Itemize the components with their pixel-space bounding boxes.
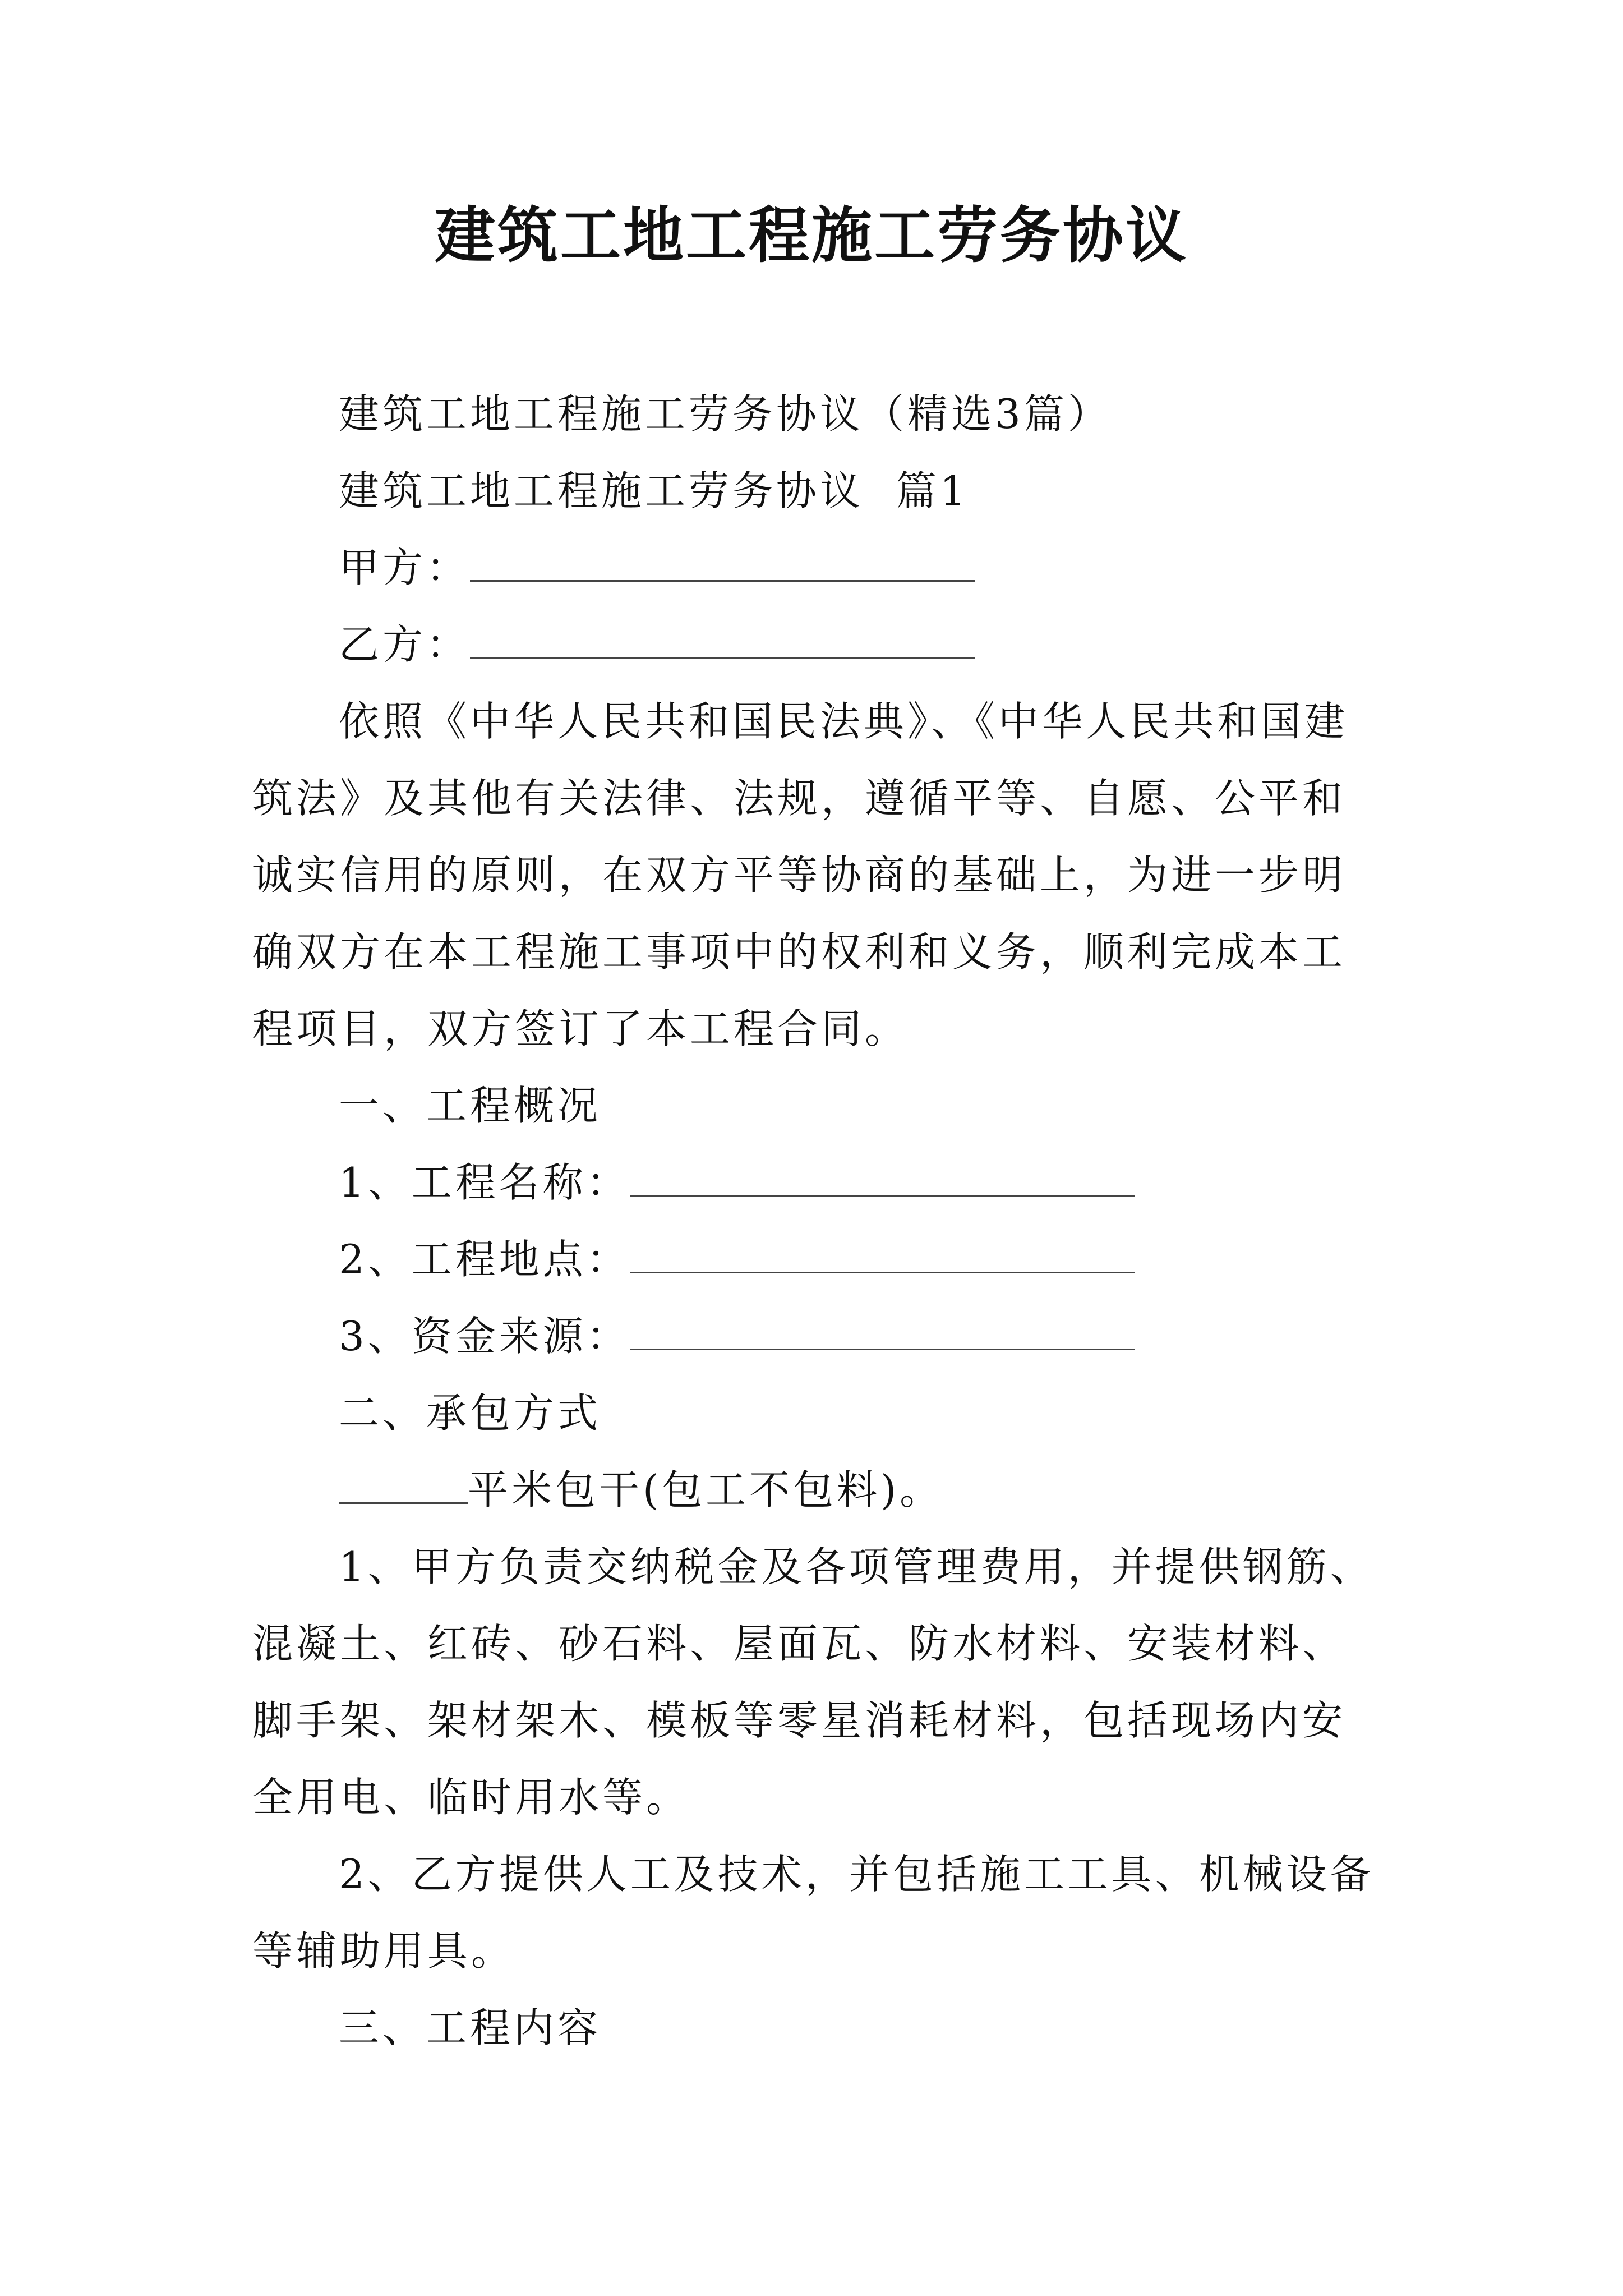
party-a-blank — [470, 554, 975, 582]
contract-mode-text: 平米包干(包工不包料)。 — [468, 1466, 944, 1513]
contract-mode-blank — [339, 1476, 468, 1504]
project-location-blank — [630, 1246, 1135, 1273]
project-location-label: 2、工程地点： — [339, 1236, 630, 1283]
subtitle: 建筑工地工程施工劳务协议（精选3篇） — [339, 390, 1112, 438]
project-name-blank — [630, 1169, 1135, 1197]
heading-project-content: 三、工程内容 — [339, 2004, 602, 2051]
clause-2: 2、乙方提供人工及技术，并包括施工工具、机械设备等辅助用具。 — [252, 1851, 1374, 1975]
heading-contract-mode: 二、承包方式 — [339, 1389, 602, 1437]
funding-source-line — [252, 1298, 1385, 1375]
party-a-line — [252, 530, 1385, 606]
clause-1: 1、甲方负责交纳税金及各项管理费用，并提供钢筋、混凝土、红砖、砂石料、屋面瓦、防水材料、安装材料、脚手架、架材架木、模板等零星消耗材料，包括现场内安全用电、临时用水等。 — [252, 1543, 1374, 1821]
party-b-blank — [470, 631, 975, 659]
party-a-label: 甲方： — [339, 544, 471, 591]
heading-project-overview: 一、工程概况 — [339, 1082, 602, 1129]
funding-source-blank — [630, 1323, 1135, 1350]
party-b-label: 乙方： — [339, 621, 471, 668]
intro-paragraph: 依照《中华人民共和国民法典》、《中华人民共和国建筑法》及其他有关法律、法规，遵循平等、自愿、公平和诚实信用的原则，在双方平等协商的基础上，为进一步明确双方在本工程施工事项中的权利和义务，顺利完成本工程项目，双方签订了本工程合同。 — [252, 698, 1349, 1052]
project-name-line — [252, 1144, 1385, 1221]
document-body — [252, 376, 1385, 2067]
project-location-line — [252, 1221, 1385, 1298]
project-name-label: 1、工程名称： — [339, 1159, 630, 1206]
document-title: 建筑工地工程施工劳务协议 — [434, 200, 1188, 271]
party-b-line — [252, 606, 1385, 683]
section-heading: 建筑工地工程施工劳务协议 篇1 — [339, 467, 969, 514]
contract-mode-line — [252, 1452, 1385, 1529]
funding-source-label: 3、资金来源： — [339, 1313, 630, 1360]
